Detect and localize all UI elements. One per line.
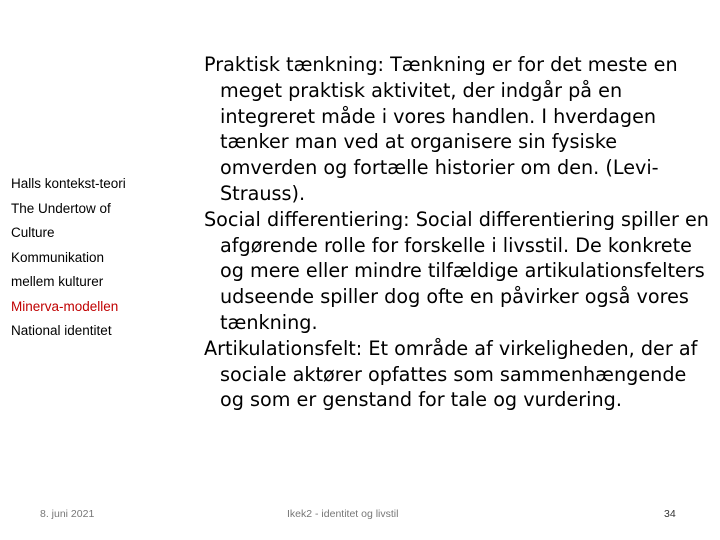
- footer-page-number: 34: [664, 508, 676, 520]
- sidebar-item-undertow-of[interactable]: The Undertow of: [11, 200, 111, 216]
- sidebar-item-halls-kontekst-teori[interactable]: Halls kontekst-teori: [11, 176, 126, 191]
- paragraph-social-differentiering: Social differentiering: Social differentiering spiller en afgørende rolle for forskelle i livsstil. De konkrete og mere eller mindre tilfældige artikulationsfelters udseende spiller dog ofte en påvirker også vores tænkning.: [204, 207, 709, 334]
- sidebar-item-culture[interactable]: Culture: [11, 225, 55, 240]
- sidebar-item-kommunikation[interactable]: Kommunikation: [11, 249, 105, 265]
- footer-title: Ikek2 - identitet og livstil: [287, 508, 399, 520]
- sidebar-item-minerva-modellen[interactable]: Minerva-modellen: [11, 298, 119, 314]
- footer-date: 8. juni 2021: [40, 508, 95, 520]
- paragraph-praktisk-taenkning: Praktisk tænkning: Tænkning er for det meste en meget praktisk aktivitet, der indgår på en integreret måde i vores handlen. I hverdagen tænker man ved at organisere sin fysiske omverden og fortælle historier om den. (Levi-Strauss).: [204, 53, 678, 205]
- sidebar-nav: [11, 172, 181, 344]
- main-content: [204, 52, 712, 413]
- sidebar-item-mellem-kulturer[interactable]: mellem kulturer: [11, 274, 104, 289]
- sidebar-item-national-identitet[interactable]: National identitet: [11, 323, 112, 338]
- paragraph-artikulationsfelt: Artikulationsfelt: Et område af virkeligheden, der af sociale aktører opfattes som sammenhængende og som er genstand for tale og vurdering.: [204, 336, 698, 412]
